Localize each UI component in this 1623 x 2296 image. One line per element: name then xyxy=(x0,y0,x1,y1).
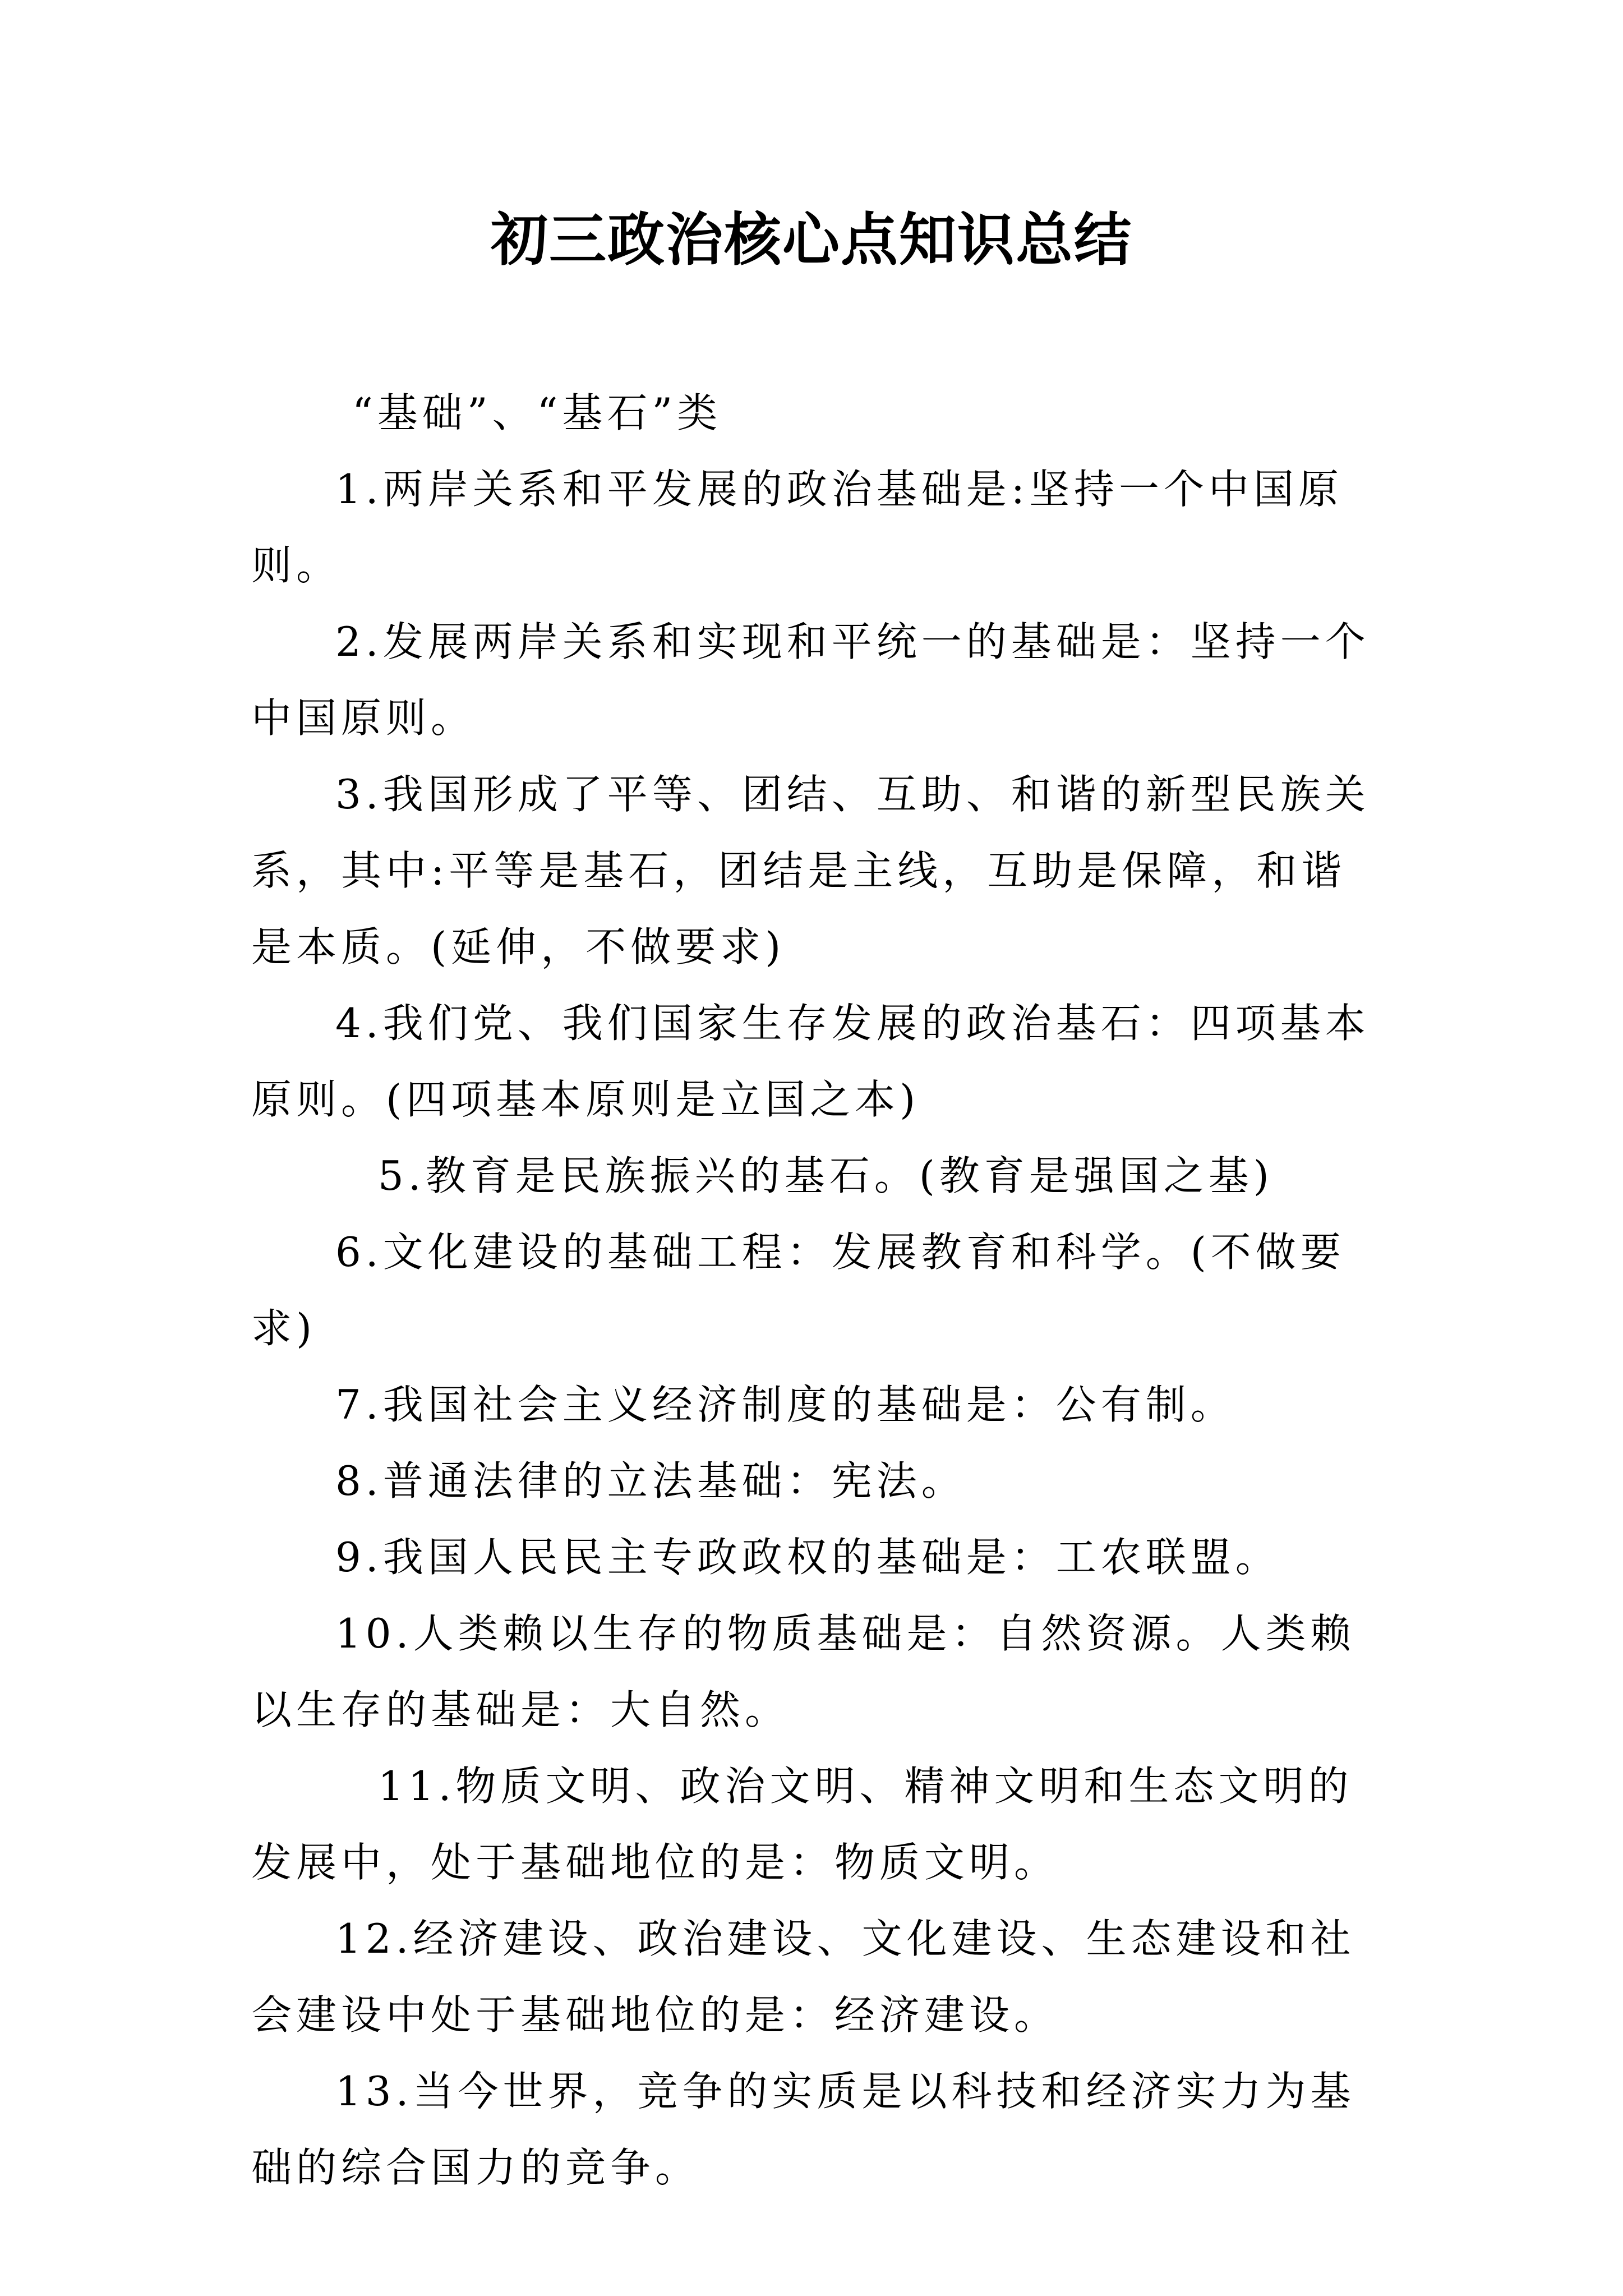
list-item: 2.发展两岸关系和实现和平统一的基础是：坚持一个中国原则。 xyxy=(251,618,1370,742)
list-item: 5.教育是民族振兴的基石。(教育是强国之基) xyxy=(378,1152,1274,1199)
list-item: 13.当今世界，竞争的实质是以科技和经济实力为基础的综合国力的竞争。 xyxy=(251,2068,1355,2191)
list-item: 1.两岸关系和平发展的政治基础是:坚持一个中国原则。 xyxy=(251,466,1343,589)
list-item: 4.我们党、我们国家生存发展的政治基石：四项基本原则。(四项基本原则是立国之本) xyxy=(251,1000,1370,1123)
list-item: 9.我国人民民主专政政权的基础是：工农联盟。 xyxy=(335,1534,1280,1581)
list-item: 7.我国社会主义经济制度的基础是：公有制。 xyxy=(335,1381,1235,1428)
document-title: 初三政治核心点知识总结 xyxy=(491,206,1132,274)
document-body xyxy=(251,375,1390,2206)
list-item: 3.我国形成了平等、团结、互助、和谐的新型民族关系，其中:平等是基石，团结是主线，互助是保障，和谐是本质。(延伸，不做要求) xyxy=(251,771,1370,970)
list-item: 6.文化建设的基础工程：发展教育和科学。(不做要求) xyxy=(251,1228,1345,1352)
section-heading: “基础”、“基石”类 xyxy=(352,389,722,436)
list-item: 11.物质文明、政治文明、精神文明和生态文明的发展中，处于基础地位的是：物质文明。 xyxy=(251,1763,1353,1886)
list-item: 10.人类赖以生存的物质基础是：自然资源。人类赖以生存的基础是：大自然。 xyxy=(251,1610,1355,1733)
list-item: 12.经济建设、政治建设、文化建设、生态建设和社会建设中处于基础地位的是：经济建设。 xyxy=(251,1915,1355,2039)
list-item: 8.普通法律的立法基础：宪法。 xyxy=(335,1457,966,1504)
